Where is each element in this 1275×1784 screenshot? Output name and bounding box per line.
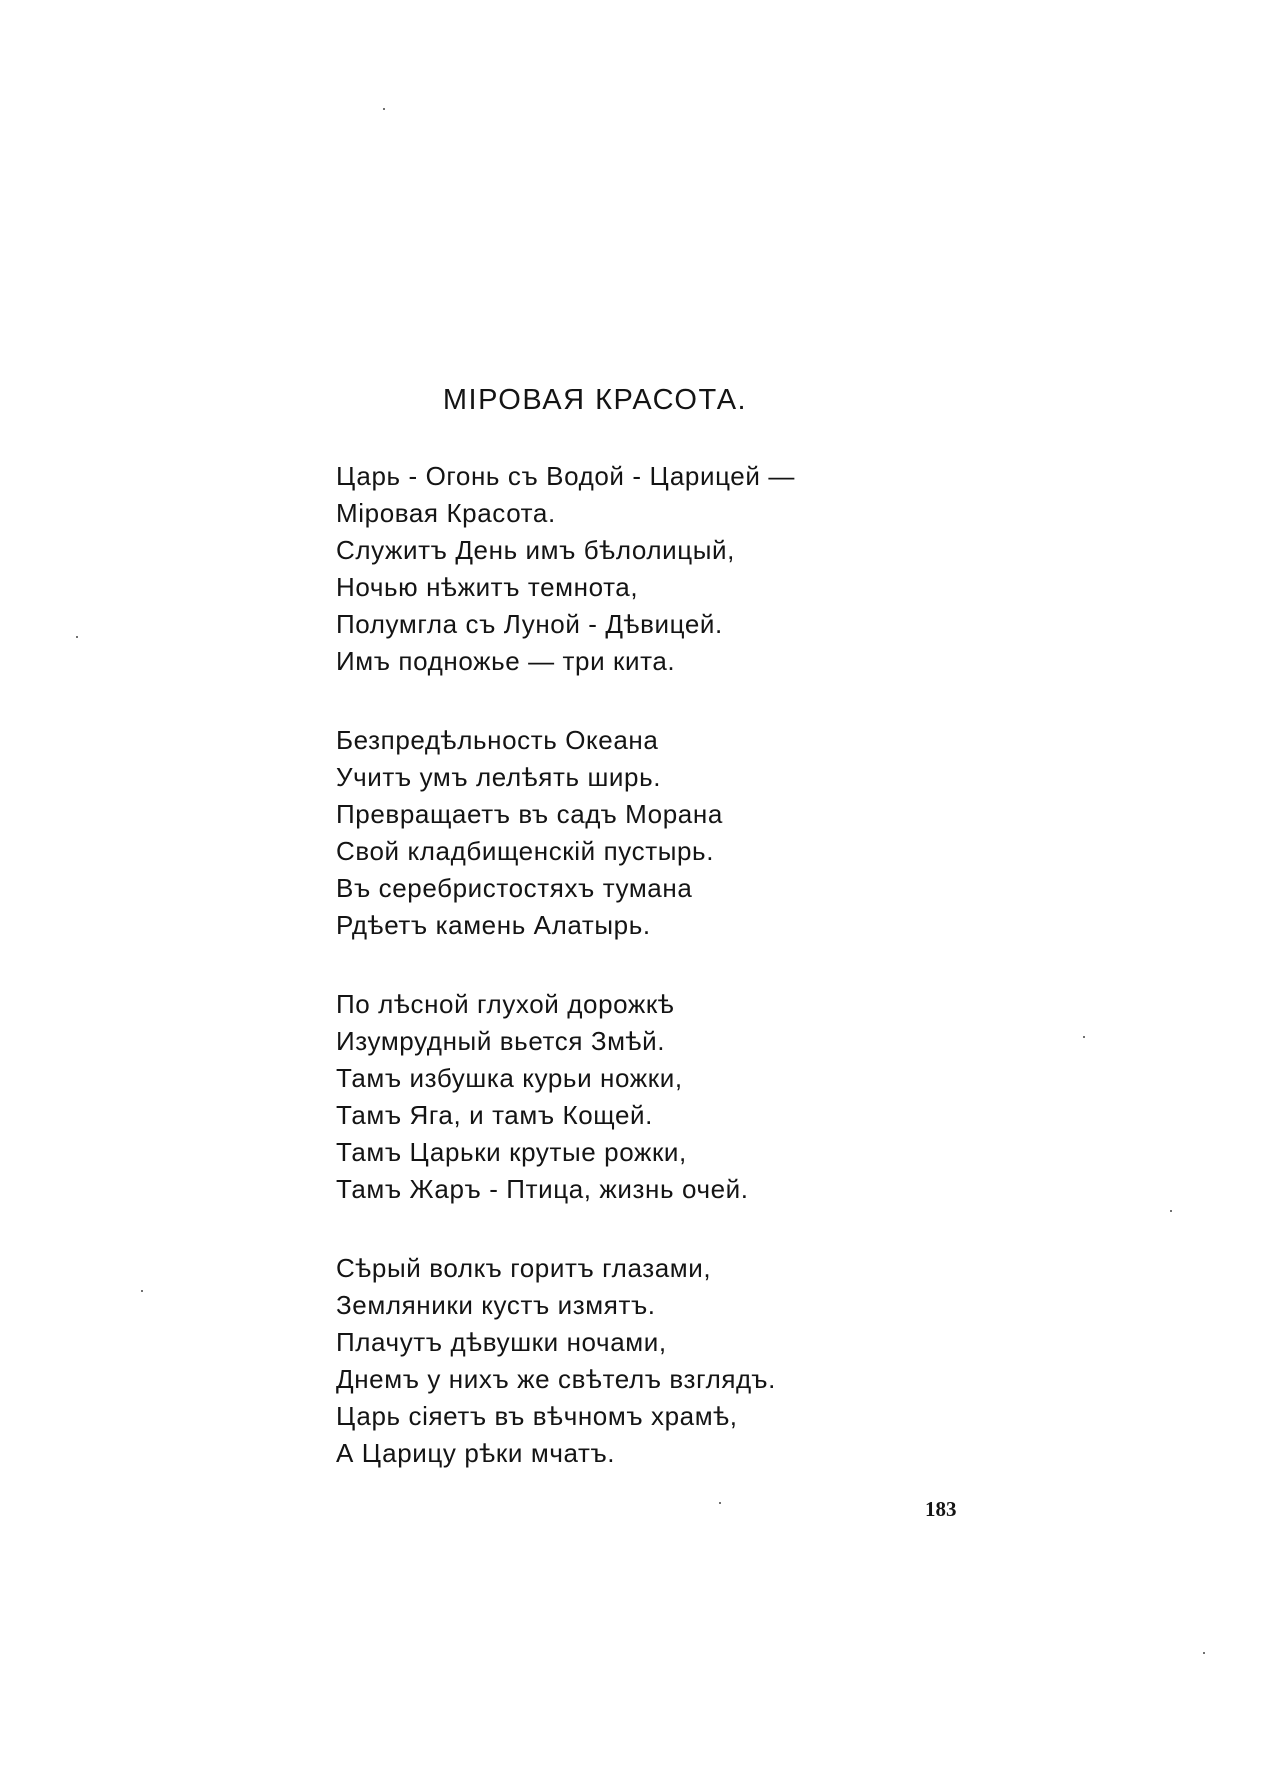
scan-speck [76, 636, 78, 638]
verse-line: Царь - Огонь съ Водой - Царицей — [336, 461, 795, 491]
stanza-1 [336, 458, 896, 680]
verse-line: Плачутъ дѣвушки ночами, [336, 1327, 667, 1357]
verse-line: А Царицу рѣки мчатъ. [336, 1438, 616, 1468]
verse-line: Полумгла съ Луной - Дѣвицей. [336, 609, 723, 639]
verse-line: Тамъ Яга, и тамъ Кощей. [336, 1100, 654, 1130]
verse-line: Днемъ у нихъ же свѣтелъ взглядъ. [336, 1364, 776, 1394]
verse-line: Царь сіяетъ въ вѣчномъ храмѣ, [336, 1401, 738, 1431]
scan-speck [141, 1290, 143, 1292]
stanza-2 [336, 722, 896, 944]
stanza-3 [336, 986, 896, 1208]
verse-line: Изумрудный вьется Змѣй. [336, 1026, 666, 1056]
poem-title: МІРОВАЯ КРАСОТА. [442, 384, 748, 416]
verse-line: Свой кладбищенскій пустырь. [336, 836, 715, 866]
verse-line: Сѣрый волкъ горитъ глазами, [336, 1253, 712, 1283]
stanza-4 [336, 1250, 896, 1472]
verse-line: Земляники кустъ измятъ. [336, 1290, 656, 1320]
poem-body [336, 458, 896, 1514]
scan-speck [719, 1502, 721, 1504]
scan-speck [1083, 1036, 1085, 1038]
scan-speck [1170, 1210, 1172, 1212]
verse-line: Ночью нѣжитъ темнота, [336, 572, 639, 602]
verse-line: Тамъ Царьки крутые рожки, [336, 1137, 687, 1167]
scan-speck [383, 108, 385, 110]
verse-line: Тамъ Жаръ - Птица, жизнь очей. [336, 1174, 749, 1204]
verse-line: Служитъ День имъ бѣлолицый, [336, 535, 736, 565]
verse-line: Въ серебристостяхъ тумана [336, 873, 693, 903]
verse-line: Превращаетъ въ садъ Морана [336, 799, 723, 829]
verse-line: Безпредѣльность Океана [336, 725, 659, 755]
verse-line: Учитъ умъ лелѣять ширь. [336, 762, 662, 792]
verse-line: Тамъ избушка курьи ножки, [336, 1063, 683, 1093]
verse-line: Міровая Красота. [336, 498, 556, 528]
scan-speck [1203, 1652, 1205, 1654]
verse-line: По лѣсной глухой дорожкѣ [336, 989, 675, 1019]
page-number: 183 [925, 1497, 957, 1521]
verse-line: Рдѣетъ камень Алатырь. [336, 910, 651, 940]
verse-line: Имъ подножье — три кита. [336, 646, 676, 676]
